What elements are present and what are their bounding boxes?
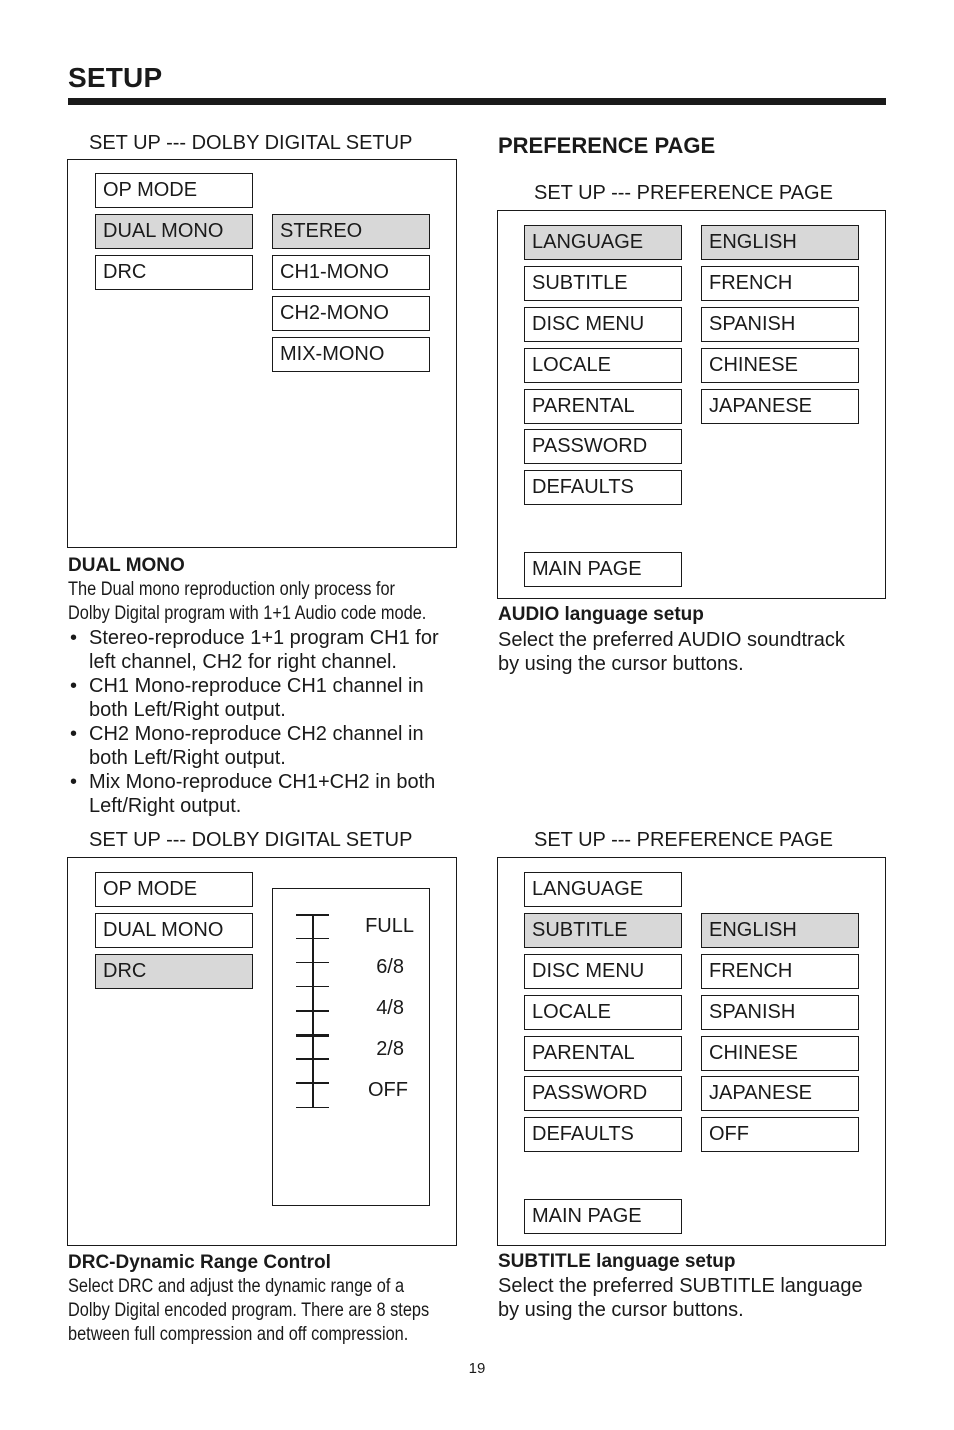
lang-option-english[interactable]: ENGLISH bbox=[701, 225, 859, 260]
drc-slider-selected-tick[interactable] bbox=[296, 1034, 329, 1037]
dolby-drc-caption: SET UP --- DOLBY DIGITAL SETUP bbox=[89, 829, 413, 851]
lang-option-french[interactable]: FRENCH bbox=[701, 266, 859, 301]
bullet-ch2-mono: • CH2 Mono-reproduce CH2 channel in both Left/Right output. bbox=[68, 722, 463, 770]
page-number: 19 bbox=[468, 1360, 486, 1377]
sub-option-chinese[interactable]: CHINESE bbox=[701, 1036, 859, 1071]
dolby-drc-panel bbox=[67, 857, 457, 1246]
drc-heading: DRC-Dynamic Range Control bbox=[68, 1252, 331, 1273]
audio-setup-line-2: by using the cursor buttons. bbox=[498, 653, 744, 675]
sub-menu-disc-menu[interactable]: DISC MENU bbox=[524, 954, 682, 989]
subtitle-setup-line-2: by using the cursor buttons. bbox=[498, 1299, 744, 1321]
drc-menu-dual-mono[interactable]: DUAL MONO bbox=[95, 913, 253, 948]
drc-level-off: OFF bbox=[368, 1079, 408, 1101]
drc-line-1: Select DRC and adjust the dynamic range of a bbox=[68, 1276, 405, 1297]
drc-level-full: FULL bbox=[365, 915, 414, 937]
drc-level-2-8: 2/8 bbox=[376, 1038, 404, 1060]
bullet-ch1-mono: • CH1 Mono-reproduce CH1 channel in both Left/Right output. bbox=[68, 674, 463, 722]
sub-menu-subtitle[interactable]: SUBTITLE bbox=[524, 913, 682, 948]
dolby-setup-panel bbox=[67, 159, 457, 548]
subtitle-setup-description bbox=[498, 1274, 863, 1322]
dual-mono-heading: DUAL MONO bbox=[68, 555, 185, 576]
lang-option-spanish[interactable]: SPANISH bbox=[701, 307, 859, 342]
preference-panel-top bbox=[497, 210, 886, 599]
pref-main-page-button[interactable]: MAIN PAGE bbox=[524, 552, 682, 587]
menu-drc[interactable]: DRC bbox=[95, 255, 253, 290]
drc-slider-box bbox=[272, 888, 430, 1206]
subtitle-setup-heading: SUBTITLE language setup bbox=[498, 1251, 736, 1272]
sub-menu-locale[interactable]: LOCALE bbox=[524, 995, 682, 1030]
option-mix-mono[interactable]: MIX-MONO bbox=[272, 337, 430, 372]
sub-menu-parental[interactable]: PARENTAL bbox=[524, 1036, 682, 1071]
pref-menu-language[interactable]: LANGUAGE bbox=[524, 225, 682, 260]
sub-option-french[interactable]: FRENCH bbox=[701, 954, 859, 989]
sub-menu-language[interactable]: LANGUAGE bbox=[524, 872, 682, 907]
audio-setup-heading: AUDIO language setup bbox=[498, 604, 704, 625]
drc-slider-tick[interactable] bbox=[296, 1107, 329, 1109]
drc-description bbox=[68, 1275, 429, 1347]
drc-slider-tick[interactable] bbox=[296, 1058, 329, 1060]
sub-option-off[interactable]: OFF bbox=[701, 1117, 859, 1152]
preference-page-heading: PREFERENCE PAGE bbox=[498, 133, 716, 158]
pref-menu-defaults[interactable]: DEFAULTS bbox=[524, 470, 682, 505]
dual-mono-bullets bbox=[68, 626, 463, 818]
audio-setup-description bbox=[498, 628, 845, 676]
sub-menu-defaults[interactable]: DEFAULTS bbox=[524, 1117, 682, 1152]
drc-slider-tick[interactable] bbox=[296, 962, 329, 964]
pref-menu-locale[interactable]: LOCALE bbox=[524, 348, 682, 383]
dual-mono-description bbox=[68, 578, 426, 626]
option-ch2-mono[interactable]: CH2-MONO bbox=[272, 296, 430, 331]
option-stereo[interactable]: STEREO bbox=[272, 214, 430, 249]
pref-menu-disc-menu[interactable]: DISC MENU bbox=[524, 307, 682, 342]
bullet-stereo: • Stereo-reproduce 1+1 program CH1 for left channel, CH2 for right channel. bbox=[68, 626, 463, 674]
drc-menu-drc[interactable]: DRC bbox=[95, 954, 253, 989]
drc-slider-tick[interactable] bbox=[296, 914, 329, 916]
drc-level-6-8: 6/8 bbox=[376, 956, 404, 978]
bullet-mix-mono: • Mix Mono-reproduce CH1+CH2 in both Left/Right output. bbox=[68, 770, 463, 818]
lang-option-chinese[interactable]: CHINESE bbox=[701, 348, 859, 383]
drc-line-3: between full compression and off compression. bbox=[68, 1324, 409, 1345]
dual-mono-line-2: Dolby Digital program with 1+1 Audio code mode. bbox=[68, 603, 427, 624]
sub-option-english[interactable]: ENGLISH bbox=[701, 913, 859, 948]
menu-op-mode[interactable]: OP MODE bbox=[95, 173, 253, 208]
drc-menu-op-mode[interactable]: OP MODE bbox=[95, 872, 253, 907]
drc-line-2: Dolby Digital encoded program. There are 8 steps bbox=[68, 1300, 430, 1321]
sub-menu-password[interactable]: PASSWORD bbox=[524, 1076, 682, 1111]
drc-slider-tick[interactable] bbox=[296, 938, 329, 940]
drc-slider-tick[interactable] bbox=[296, 1082, 329, 1084]
sub-main-page-button[interactable]: MAIN PAGE bbox=[524, 1199, 682, 1234]
preference-caption-bottom: SET UP --- PREFERENCE PAGE bbox=[534, 829, 833, 851]
dual-mono-line-1: The Dual mono reproduction only process for bbox=[68, 579, 395, 600]
sub-option-spanish[interactable]: SPANISH bbox=[701, 995, 859, 1030]
dolby-setup-caption: SET UP --- DOLBY DIGITAL SETUP bbox=[89, 132, 413, 154]
menu-dual-mono[interactable]: DUAL MONO bbox=[95, 214, 253, 249]
preference-panel-bottom bbox=[497, 857, 886, 1246]
pref-menu-password[interactable]: PASSWORD bbox=[524, 429, 682, 464]
drc-slider-tick[interactable] bbox=[296, 986, 329, 988]
sub-option-japanese[interactable]: JAPANESE bbox=[701, 1076, 859, 1111]
title-rule bbox=[68, 98, 886, 105]
drc-level-4-8: 4/8 bbox=[376, 997, 404, 1019]
lang-option-japanese[interactable]: JAPANESE bbox=[701, 389, 859, 424]
preference-caption-top: SET UP --- PREFERENCE PAGE bbox=[534, 182, 833, 204]
pref-menu-subtitle[interactable]: SUBTITLE bbox=[524, 266, 682, 301]
pref-menu-parental[interactable]: PARENTAL bbox=[524, 389, 682, 424]
audio-setup-line-1: Select the preferred AUDIO soundtrack bbox=[498, 629, 845, 651]
drc-slider-tick[interactable] bbox=[296, 1010, 329, 1012]
subtitle-setup-line-1: Select the preferred SUBTITLE language bbox=[498, 1275, 863, 1297]
option-ch1-mono[interactable]: CH1-MONO bbox=[272, 255, 430, 290]
page-title: SETUP bbox=[68, 62, 163, 93]
